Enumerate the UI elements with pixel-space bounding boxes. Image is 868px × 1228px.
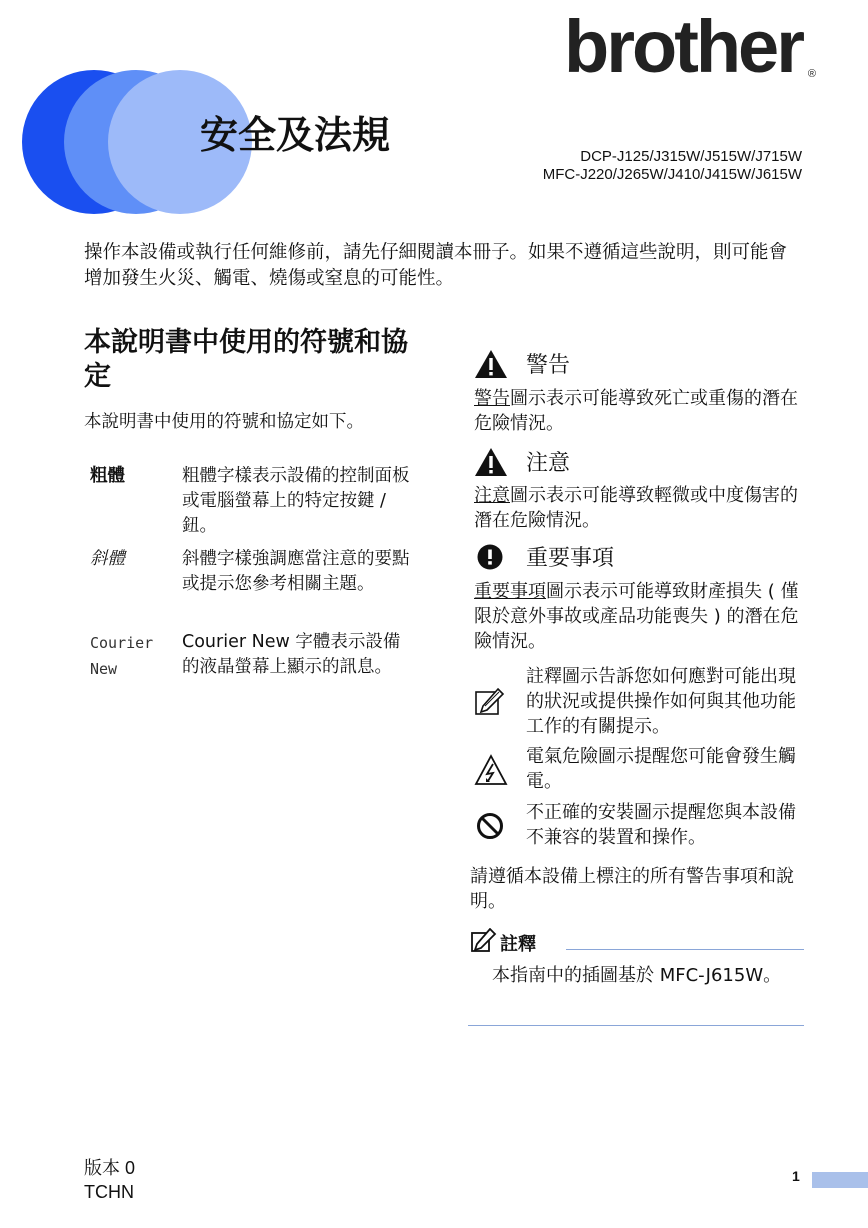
warning-text: 圖示表示可能導致死亡或重傷的潛在危險情況。 [474, 388, 798, 434]
important-text: 圖示表示可能導致財產損失 ( 僅限於意外事故或產品功能喪失 ) 的潛在危險情況。 [474, 581, 799, 652]
prohibited-icon [474, 810, 506, 842]
model-list [543, 148, 802, 184]
prohibited-row [474, 800, 804, 852]
logo-text: brother [564, 5, 802, 88]
model-line-2: MFC-J220/J265W/J410/J415W/J615W [542, 166, 802, 183]
note-icon-row [474, 664, 804, 740]
convention-italic [90, 547, 410, 627]
important-exclamation-icon [474, 542, 506, 572]
warning-triangle-icon [474, 349, 508, 379]
convention-desc: 粗體字樣表示設備的控制面板或電腦螢幕上的特定按鍵 / 鈕。 [182, 466, 410, 536]
language-code: TCHN [84, 1182, 134, 1202]
note-pencil-icon [470, 928, 498, 954]
important-lead: 重要事項 [474, 581, 546, 602]
caution-heading [474, 446, 774, 476]
convention-desc: 斜體字樣強調應當注意的要點或提示您參考相關主題。 [182, 549, 410, 594]
note-pencil-icon [474, 686, 506, 718]
convention-bold [90, 464, 410, 544]
warning-label: 警告 [526, 353, 571, 378]
electrical-hazard-row [474, 744, 804, 796]
convention-courier [90, 630, 410, 710]
warning-lead: 警告 [474, 388, 510, 409]
registered-mark: ® [807, 68, 816, 80]
convention-term: Courier New [90, 634, 154, 678]
follow-instructions: 請遵循本設備上標注的所有警告事項和說明。 [470, 866, 794, 912]
convention-desc: Courier New 字體表示設備的液晶螢幕上顯示的訊息。 [182, 632, 401, 677]
caution-description [474, 483, 804, 533]
footer-version-block [84, 1156, 135, 1204]
note-body: 本指南中的插圖基於 MFC-J615W。 [492, 965, 782, 986]
caution-lead: 注意 [474, 485, 510, 506]
convention-term: 斜體 [90, 549, 125, 569]
convention-term: 粗體 [90, 466, 125, 486]
page-tab-bar [812, 1172, 868, 1188]
warning-description [474, 386, 804, 436]
note-bottom-rule [468, 1025, 804, 1026]
important-label: 重要事項 [526, 546, 615, 571]
important-description [474, 579, 804, 654]
electrical-hazard-text: 電氣危險圖示提醒您可能會發生觸電。 [526, 746, 796, 792]
warning-heading [474, 348, 774, 378]
section-subtitle: 本說明書中使用的符號和協定如下。 [84, 412, 364, 432]
caution-label: 注意 [526, 451, 571, 476]
note-heading [470, 928, 570, 954]
brother-logo [564, 5, 816, 88]
prohibited-text: 不正確的安裝圖示提醒您與本設備不兼容的裝置和操作。 [526, 802, 796, 848]
intro-paragraph: 操作本設備或執行任何維修前，請先仔細閱讀本冊子。如果不遵循這些說明，則可能會增加發生火災、觸電、燒傷或窒息的可能性。 [84, 242, 788, 289]
electrical-hazard-icon [474, 754, 508, 786]
model-line-1: DCP-J125/J315W/J515W/J715W [580, 148, 802, 165]
important-heading [474, 541, 774, 571]
page-number: 1 [792, 1168, 800, 1184]
caution-triangle-icon [474, 447, 508, 477]
caution-text: 圖示表示可能導致輕微或中度傷害的潛在危險情況。 [474, 485, 798, 531]
section-title: 本說明書中使用的符號和協定 [84, 327, 408, 392]
version-text: 版本 0 [84, 1158, 136, 1178]
note-title: 註釋 [500, 934, 536, 955]
note-top-rule [566, 949, 804, 950]
note-icon-text: 註釋圖示告訴您如何應對可能出現的狀況或提供操作如何與其他功能工作的有關提示。 [526, 666, 796, 737]
page-title: 安全及法規 [200, 113, 391, 157]
